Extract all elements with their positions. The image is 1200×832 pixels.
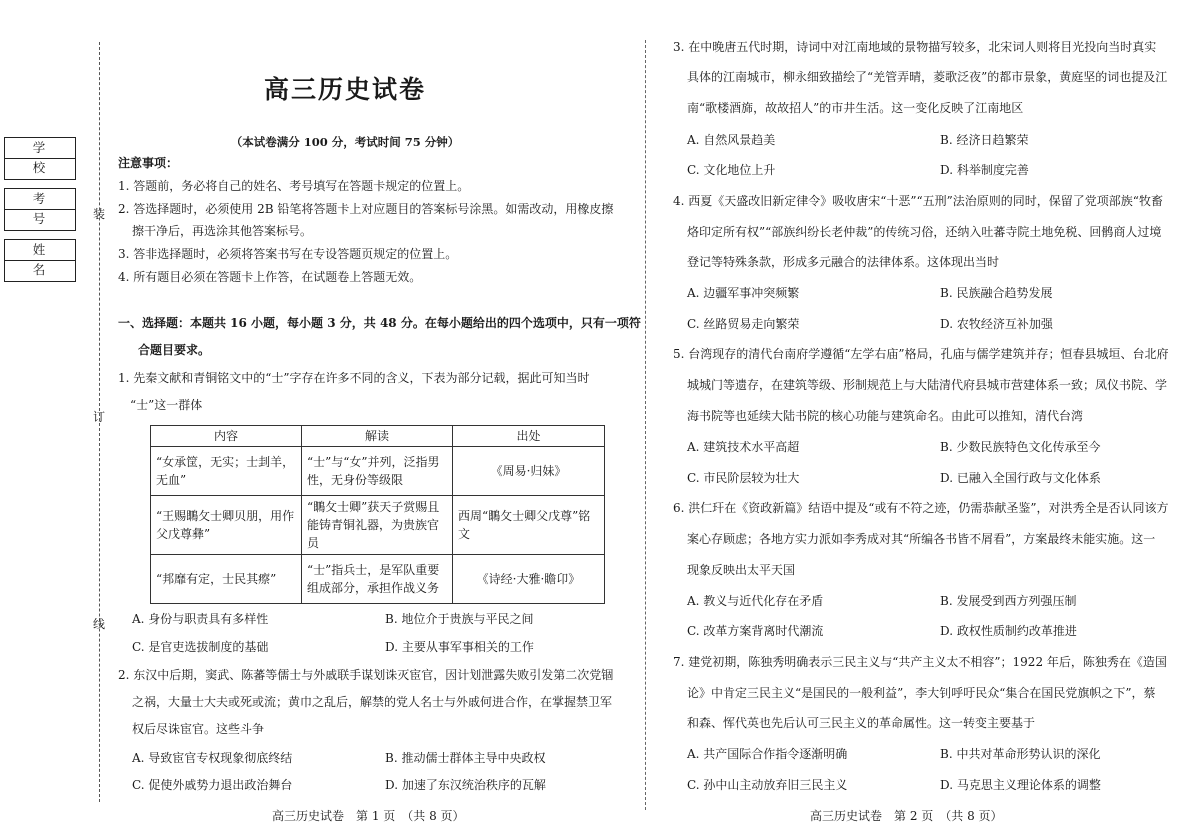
q4-stem-line-2: 烙印定所有权”“部族纠纷长老仲裁”的传统习俗，还纳入吐蕃寺院土地免税、回鹘商人过境 [687, 225, 1162, 239]
table-header-cell: 出处 [453, 426, 605, 447]
q6-option-c: C. 改革方案背离时代潮流 [687, 624, 824, 638]
table-cell: “䳭攵士卿”获天子赏赐且能铸青铜礼器，为贵族官员 [302, 496, 453, 555]
binding-mark-xian: 线 [93, 617, 106, 631]
name-field[interactable] [4, 239, 76, 282]
q3-option-a: A. 自然风景趋美 [687, 133, 776, 147]
table-cell: 《诗经·大雅·瞻卬》 [453, 555, 605, 604]
q3-option-d: D. 科举制度完善 [940, 163, 1029, 177]
q7-stem-line-2: 论》中肯定三民主义“是国民的一般利益”，李大钊呼吁民众“集合在国民党旗帜之下”，蔡 [687, 686, 1156, 700]
table-cell: 西周“䳭攵士卿父戊尊”铭文 [453, 496, 605, 555]
q5-option-d: D. 已融入全国行政与文化体系 [940, 471, 1101, 485]
table-cell: “女承筐，无实；士刲羊，无血” [151, 447, 302, 496]
q7-option-c: C. 孙中山主动放弃旧三民主义 [687, 778, 848, 792]
q5-option-b: B. 少数民族特色文化传承至今 [940, 440, 1101, 454]
q7-option-d: D. 马克思主义理论体系的调整 [940, 778, 1101, 792]
notice-item-3: 3. 答非选择题时，必须将答案书写在专设答题页规定的位置上。 [118, 247, 458, 261]
table-row [151, 447, 605, 496]
table-cell: 《周易·归妹》 [453, 447, 605, 496]
table-cell: “王赐䳭攵士卿贝朋，用作父戊尊彝” [151, 496, 302, 555]
notice-item-2-cont: 擦干净后，再选涂其他答案标号。 [132, 224, 313, 238]
school-label: 学 校 [5, 138, 75, 159]
q2-option-c: C. 促使外戚势力退出政治舞台 [132, 778, 293, 792]
exam-number-label: 考 号 [5, 189, 75, 210]
q3-stem-line-3: 南“歌楼酒旆，故故招人”的市井生活。这一变化反映了江南地区 [687, 101, 1024, 115]
notice-item-2: 2. 答选择题时，必须使用 2B 铅笔将答题卡上对应题目的答案标号涂黑。如需改动，用橡皮擦 [118, 202, 614, 216]
q1-stem-line-2: “士”这一群体 [130, 398, 203, 412]
q2-stem-line-1: 2. 东汉中后期，窦武、陈蕃等儒士与外戚联手谋划诛灭宦官，因计划泄露失败引发第二次党锢 [118, 668, 614, 682]
q6-stem-line-2: 案心存顾虑；各地方实力派如李秀成对其“所编各书皆不屑看”，方案最终未能实施。这一 [687, 532, 1156, 546]
table-header-cell: 内容 [151, 426, 302, 447]
q3-option-c: C. 文化地位上升 [687, 163, 776, 177]
table-header-cell: 解读 [302, 426, 453, 447]
notice-item-1: 1. 答题前，务必将自己的姓名、考号填写在答题卡规定的位置上。 [118, 179, 470, 193]
page-footer-left: 高三历史试卷 第 1 页 （共 8 页） [272, 809, 465, 823]
q6-option-d: D. 政权性质制约改革推进 [940, 624, 1077, 638]
q4-option-d: D. 农牧经济互补加强 [940, 317, 1053, 331]
q5-stem-line-2: 城城门等遗存，在建筑等级、形制规范上与大陆清代府县城市营建体系一致；凤仪书院、学 [687, 378, 1168, 392]
q6-stem-line-1: 6. 洪仁玕在《资政新篇》结语中提及“或有不符之迹，仍需恭献圣鉴”，对洪秀全是否认同该方 [673, 501, 1169, 515]
q3-option-b: B. 经济日趋繁荣 [940, 133, 1029, 147]
q4-stem-line-1: 4. 西夏《天盛改旧新定律令》吸收唐宋“十恶”“五刑”法治原则的同时，保留了党项部族“牧畜 [673, 194, 1163, 208]
page-divider [645, 40, 646, 810]
q1-option-b: B. 地位介于贵族与平民之间 [385, 612, 534, 626]
q5-stem-line-3: 海书院等也延续大陆书院的核心功能与建筑命名。由此可以推知，清代台湾 [687, 409, 1084, 423]
table-cell: “士”与“女”并列，泛指男性，无身份等级限 [302, 447, 453, 496]
q4-option-a: A. 边疆军事冲突频繁 [687, 286, 800, 300]
q2-stem-line-2: 之祸，大量士大夫或死或流；黄巾之乱后，解禁的党人名士与外戚何进合作，在掌握禁卫军 [132, 695, 613, 709]
section-heading: 一、选择题：本题共 16 小题，每小题 3 分，共 48 分。在每小题给出的四个选项中，只有一项符 [118, 316, 641, 330]
q2-stem-line-3: 权后尽诛宦官。这些斗争 [132, 722, 265, 736]
binding-mark-ding: 订 [93, 410, 106, 424]
school-field[interactable] [4, 137, 76, 180]
binding-mark-zhuang: 装 [93, 207, 106, 221]
q1-stem-line-1: 1. 先秦文献和青铜铭文中的“士”字存在许多不同的含义，下表为部分记载，据此可知当时 [118, 371, 590, 385]
table-cell: “邦靡有定，士民其瘵” [151, 555, 302, 604]
q7-stem-line-1: 7. 建党初期，陈独秀明确表示三民主义与“共产主义太不相容”；1922 年后，陈独秀在《造国 [673, 655, 1167, 669]
q7-option-b: B. 中共对革命形势认识的深化 [940, 747, 1101, 761]
q5-stem-line-1: 5. 台湾现存的清代台南府学遵循“左学右庙”格局，孔庙与儒学建筑并存；恒春县城垣、台北府 [673, 347, 1169, 361]
page-title: 高三历史试卷 [263, 75, 426, 104]
table-header-row [151, 426, 605, 447]
q5-option-c: C. 市民阶层较为壮大 [687, 471, 800, 485]
page-footer-right: 高三历史试卷 第 2 页 （共 8 页） [810, 809, 1003, 823]
q2-option-b: B. 推动儒士群体主导中央政权 [385, 751, 546, 765]
exam-number-field[interactable] [4, 188, 76, 231]
q1-option-a: A. 身份与职责具有多样性 [132, 612, 269, 626]
q6-option-b: B. 发展受到西方列强压制 [940, 594, 1077, 608]
table-row [151, 496, 605, 555]
exam-info: （本试卷满分 100 分，考试时间 75 分钟） [230, 135, 460, 149]
q7-stem-line-3: 和森、恽代英也先后认可三民主义的革命属性。这一转变主要基于 [687, 716, 1036, 730]
q2-option-a: A. 导致宦官专权现象彻底终结 [132, 751, 293, 765]
q4-stem-line-3: 登记等特殊条款，形成多元融合的法律体系。这体现出当时 [687, 255, 1000, 269]
q6-option-a: A. 教义与近代化存在矛盾 [687, 594, 824, 608]
q4-option-c: C. 丝路贸易走向繁荣 [687, 317, 800, 331]
table-cell: “士”指兵士，是军队重要组成部分，承担作战义务 [302, 555, 453, 604]
q3-stem-line-2: 具体的江南城市，柳永细致描绘了“羌管弄晴，菱歌泛夜”的都市景象，黄庭坚的词也提及江 [687, 70, 1168, 84]
name-label: 姓 名 [5, 240, 75, 261]
notice-heading: 注意事项： [118, 156, 179, 170]
q1-table [150, 425, 605, 604]
q3-stem-line-1: 3. 在中晚唐五代时期，诗词中对江南地域的景物描写较多，北宋词人则将目光投向当时真实 [673, 40, 1157, 54]
q5-option-a: A. 建筑技术水平高超 [687, 440, 800, 454]
q2-option-d: D. 加速了东汉统治秩序的瓦解 [385, 778, 546, 792]
q1-option-d: D. 主要从事军事相关的工作 [385, 640, 534, 654]
q1-option-c: C. 是官吏选拔制度的基础 [132, 640, 269, 654]
q4-option-b: B. 民族融合趋势发展 [940, 286, 1053, 300]
section-heading-cont: 合题目要求。 [138, 343, 211, 357]
notice-item-4: 4. 所有题目必须在答题卡上作答，在试题卷上答题无效。 [118, 270, 422, 284]
q6-stem-line-3: 现象反映出太平天国 [687, 563, 796, 577]
table-row [151, 555, 605, 604]
q7-option-a: A. 共产国际合作指令逐渐明确 [687, 747, 848, 761]
